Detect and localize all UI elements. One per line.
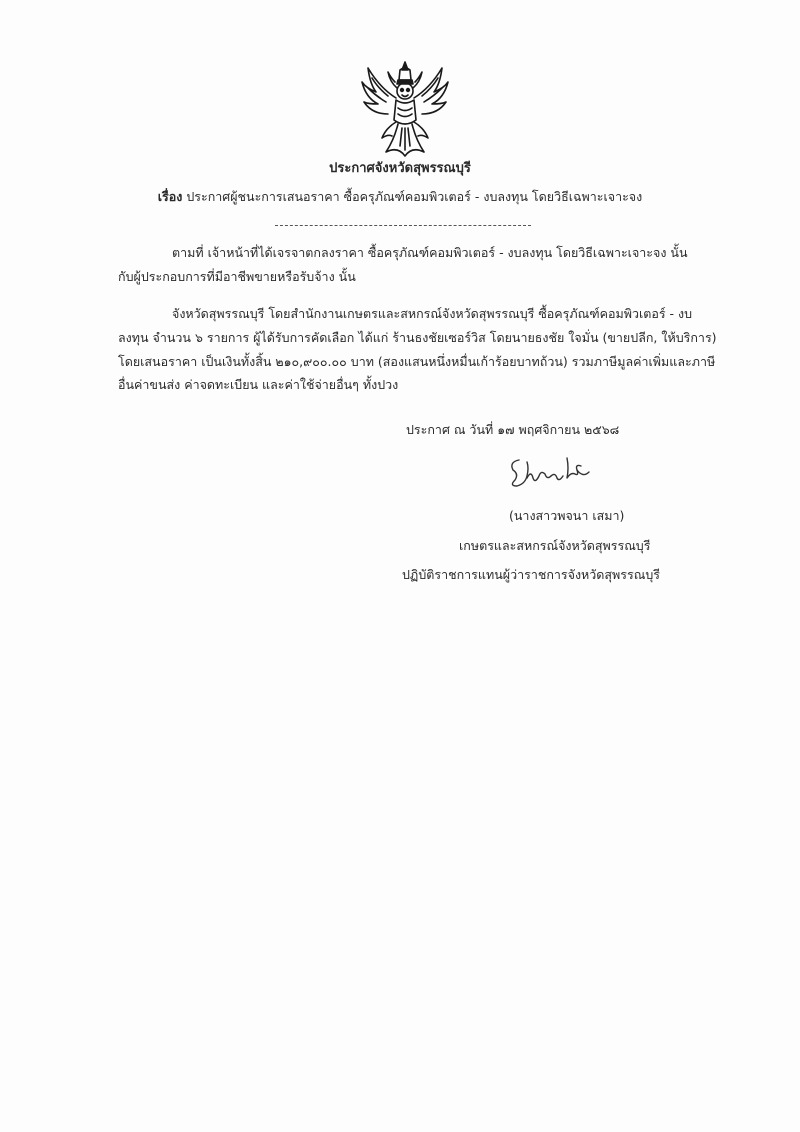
signatory-position1: เกษตรและสหกรณ์จังหวัดสุพรรณบุรี	[459, 538, 651, 553]
paragraph1-line2: กับผู้ประกอบการที่มีอาชีพขายหรือรับจ้าง นั้น	[118, 269, 356, 284]
announcement-title: ประกาศจังหวัดสุพรรณบุรี	[329, 161, 471, 176]
garuda-emblem-icon	[358, 58, 452, 160]
subject-label: เรื่อง	[157, 189, 183, 204]
separator-rule	[275, 225, 531, 226]
paragraph2-line4: อื่นค่าขนส่ง ค่าจดทะเบียน และค่าใช้จ่ายอื่นๆ ทั้งปวง	[118, 377, 399, 392]
handwritten-signature-icon	[505, 448, 595, 493]
paragraph2-line1: จังหวัดสุพรรณบุรี โดยสำนักงานเกษตรและสหกรณ์จังหวัดสุพรรณบุรี ซื้อครุภัณฑ์คอมพิวเตอร์ - งบ	[172, 306, 693, 321]
signatory-name: (นางสาวพจนา เสมา)	[509, 508, 625, 523]
subject-line	[0, 188, 800, 206]
announced-date: ประกาศ ณ วันที่ ๑๗ พฤศจิกายน ๒๕๖๘	[406, 422, 620, 437]
paragraph1-line1: ตามที่ เจ้าหน้าที่ได้เจรจาตกลงราคา ซื้อครุภัณฑ์คอมพิวเตอร์ - งบลงทุน โดยวิธีเฉพาะเจาะจง นั้น	[172, 245, 688, 260]
paragraph2-line2: ลงทุน จำนวน ๖ รายการ ผู้ได้รับการคัดเลือก ได้แก่ ร้านธงชัยเซอร์วิส โดยนายธงชัย ใจมั่น (ขายปลีก, ให้บริการ)	[118, 330, 717, 345]
paragraph2-line3: โดยเสนอราคา เป็นเงินทั้งสิ้น ๒๑๐,๙๐๐.๐๐ บาท (สองแสนหนึ่งหมื่นเก้าร้อยบาทถ้วน) รวมภาษีมูลค่าเพิ่มและภาษี	[118, 354, 716, 369]
signatory-position2: ปฏิบัติราชการแทนผู้ว่าราชการจังหวัดสุพรรณบุรี	[402, 567, 660, 582]
subject-text: ประกาศผู้ชนะการเสนอราคา ซื้อครุภัณฑ์คอมพิวเตอร์ - งบลงทุน โดยวิธีเฉพาะเจาะจง	[186, 189, 643, 204]
